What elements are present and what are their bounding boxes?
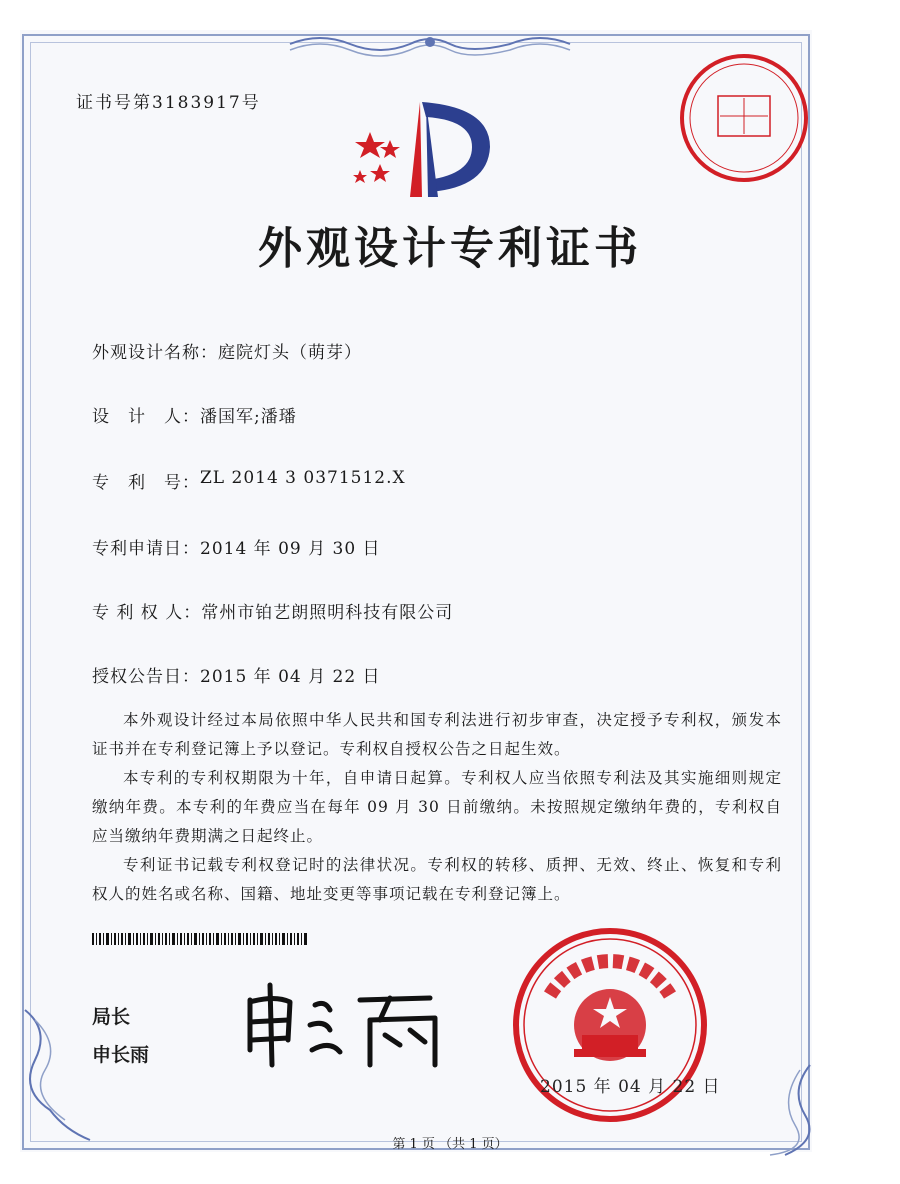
cnipa-logo-icon bbox=[350, 92, 500, 202]
grant-date-label: 授权公告日： bbox=[92, 667, 200, 687]
body-paragraph-1: 本外观设计经过本局依照中华人民共和国专利法进行初步审查，决定授予专利权，颁发本证书并在专利登记簿上予以登记。专利权自授权公告之日起生效。 bbox=[92, 711, 782, 758]
bottom-left-ornament bbox=[20, 1000, 100, 1150]
patent-number-label: 专 利 号： bbox=[92, 473, 200, 493]
top-ornament bbox=[280, 30, 580, 58]
patent-number-row bbox=[92, 468, 406, 493]
barcode bbox=[92, 933, 307, 945]
director-title: 局长 bbox=[92, 1006, 131, 1028]
seal-date: 2015 年 04 月 22 日 bbox=[540, 1077, 721, 1097]
patent-number-value: ZL 2014 3 0371512.X bbox=[200, 468, 406, 488]
body-paragraph-2: 本专利的专利权期限为十年，自申请日起算。专利权人应当依照专利法及其实施细则规定缴纳年费。本专利的年费应当在每年 09 月 30 日前缴纳。未按照规定缴纳年费的，专利权自应当缴纳年费期满之日起终止。 bbox=[92, 769, 782, 845]
director-name: 申长雨 bbox=[92, 1044, 150, 1066]
filing-date-label: 专利申请日： bbox=[92, 539, 200, 559]
design-name-value: 庭院灯头（萌芽） bbox=[218, 343, 362, 363]
filing-date-row bbox=[92, 534, 381, 559]
tax-stamp-seal bbox=[674, 48, 814, 188]
designer-row bbox=[92, 402, 297, 427]
design-name-label: 外观设计名称： bbox=[92, 343, 218, 363]
designer-value: 潘国军;潘璠 bbox=[200, 407, 297, 427]
director-signature bbox=[230, 980, 460, 1070]
body-paragraph-3: 专利证书记载专利权登记时的法律状况。专利权的转移、质押、无效、终止、恢复和专利权人的姓名或名称、国籍、地址变更等事项记载在专利登记簿上。 bbox=[92, 856, 782, 903]
page-number: 第 1 页 （共 1 页） bbox=[392, 1137, 508, 1152]
patentee-value: 常州市铂艺朗照明科技有限公司 bbox=[201, 603, 454, 623]
patentee-label: 专 利 权 人： bbox=[92, 603, 202, 623]
certificate-title: 外观设计专利证书 bbox=[258, 223, 642, 274]
designer-label: 设 计 人： bbox=[92, 407, 200, 427]
design-name-row bbox=[92, 338, 362, 363]
certificate-number: 证书号第3183917号 bbox=[76, 93, 261, 113]
certificate-body bbox=[92, 706, 782, 909]
grant-date-row bbox=[92, 662, 381, 687]
patentee-row bbox=[92, 598, 453, 623]
filing-date-value: 2014 年 09 月 30 日 bbox=[200, 539, 381, 559]
grant-date-value: 2015 年 04 月 22 日 bbox=[200, 667, 381, 687]
